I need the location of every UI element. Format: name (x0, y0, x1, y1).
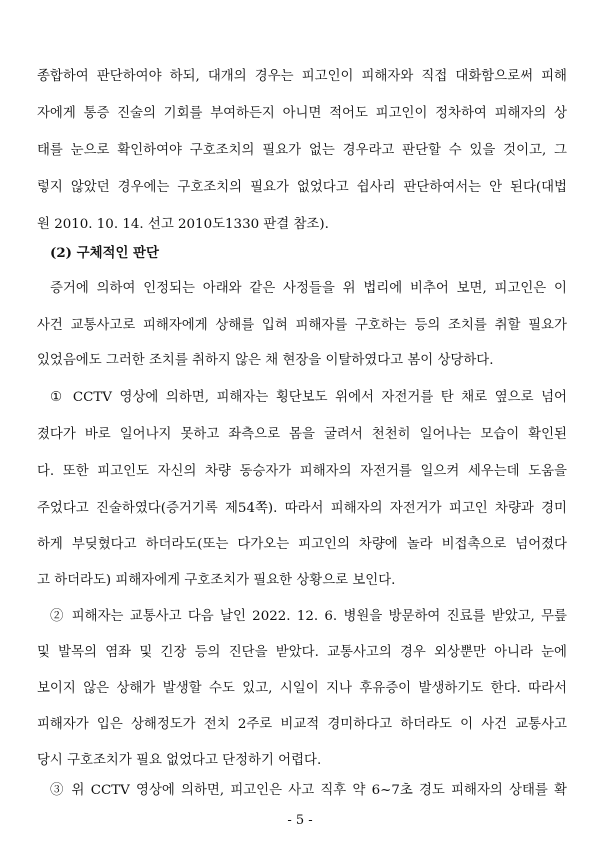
page-number: - 5 - (287, 813, 313, 828)
body-line: 자에게 통증 진술의 기회를 부여하든지 아니면 적어도 피고인이 정차하여 피해자의 상 (37, 106, 567, 121)
list-item-line: 주었다고 진술하였다(증거기록 제54쪽). 따라서 피해자의 자전거가 피고인 차량과 경미 (37, 501, 567, 516)
list-item-line: ② 피해자는 교통사고 다음 날인 2022. 12. 6. 병원을 방문하여 진료를 받았고, 무릎 (50, 609, 567, 624)
list-item-line: 당시 구호조치가 필요 없었다고 단정하기 어렵다. (37, 753, 322, 768)
body-line: 렇지 않았던 경우에는 구호조치의 필요가 없었다고 쉽사리 판단하여서는 안 된다(대법 (37, 180, 567, 195)
list-item-line: 졌다가 바로 일어나지 못하고 좌측으로 몸을 굴려서 천천히 일어나는 모습이 확인된 (37, 427, 567, 442)
list-item-line: 하게 부딪혔다고 하더라도(또는 다가오는 피고인의 차량에 놀라 비접촉으로 넘어졌다 (37, 537, 567, 552)
list-item-line: 보이지 않은 상해가 발생할 수도 있고, 시일이 지나 후유증이 발생하기도 한다. 따라서 (37, 681, 567, 696)
list-item-line: ③ 위 CCTV 영상에 의하면, 피고인은 사고 직후 약 6~7초 경도 피해자의 상태를 확 (50, 783, 567, 798)
body-line: 태를 눈으로 확인하여야 구호조치의 필요가 없는 경우라고 판단할 수 있을 것이고, 그 (37, 143, 567, 158)
body-line: 있었음에도 그러한 조치를 취하지 않은 채 현장을 이탈하였다고 봄이 상당하다. (37, 353, 494, 368)
body-line: 종합하여 판단하여야 하되, 대개의 경우는 피고인이 피해자와 직접 대화함으로써 피해 (37, 69, 567, 84)
list-item-line: ① CCTV 영상에 의하면, 피해자는 횡단보도 위에서 자전거를 탄 채로 옆으로 넘어 (50, 390, 567, 405)
body-line: 사건 교통사고로 피해자에게 상해를 입혀 피해자를 구호하는 등의 조치를 취할 필요가 (37, 318, 567, 333)
list-item-line: 및 발목의 염좌 및 긴장 등의 진단을 받았다. 교통사고의 경우 외상뿐만 아니라 눈에 (37, 645, 567, 660)
list-item-line: 피해자가 입은 상해정도가 전치 2주로 비교적 경미하다고 하더라도 이 사건 교통사고 (37, 717, 567, 732)
section-heading: (2) 구체적인 판단 (50, 245, 159, 261)
list-item-line: 다. 또한 피고인도 자신의 차량 동승자가 피해자의 자전거를 일으켜 세우는데 도움을 (37, 464, 567, 479)
list-item-line: 고 하더라도) 피해자에게 구호조치가 필요한 상황으로 보인다. (37, 573, 396, 588)
body-line: 원 2010. 10. 14. 선고 2010도1330 판결 참조). (37, 217, 329, 232)
body-line: 증거에 의하여 인정되는 아래와 같은 사정들을 위 법리에 비추어 보면, 피고인은 이 (50, 281, 567, 296)
